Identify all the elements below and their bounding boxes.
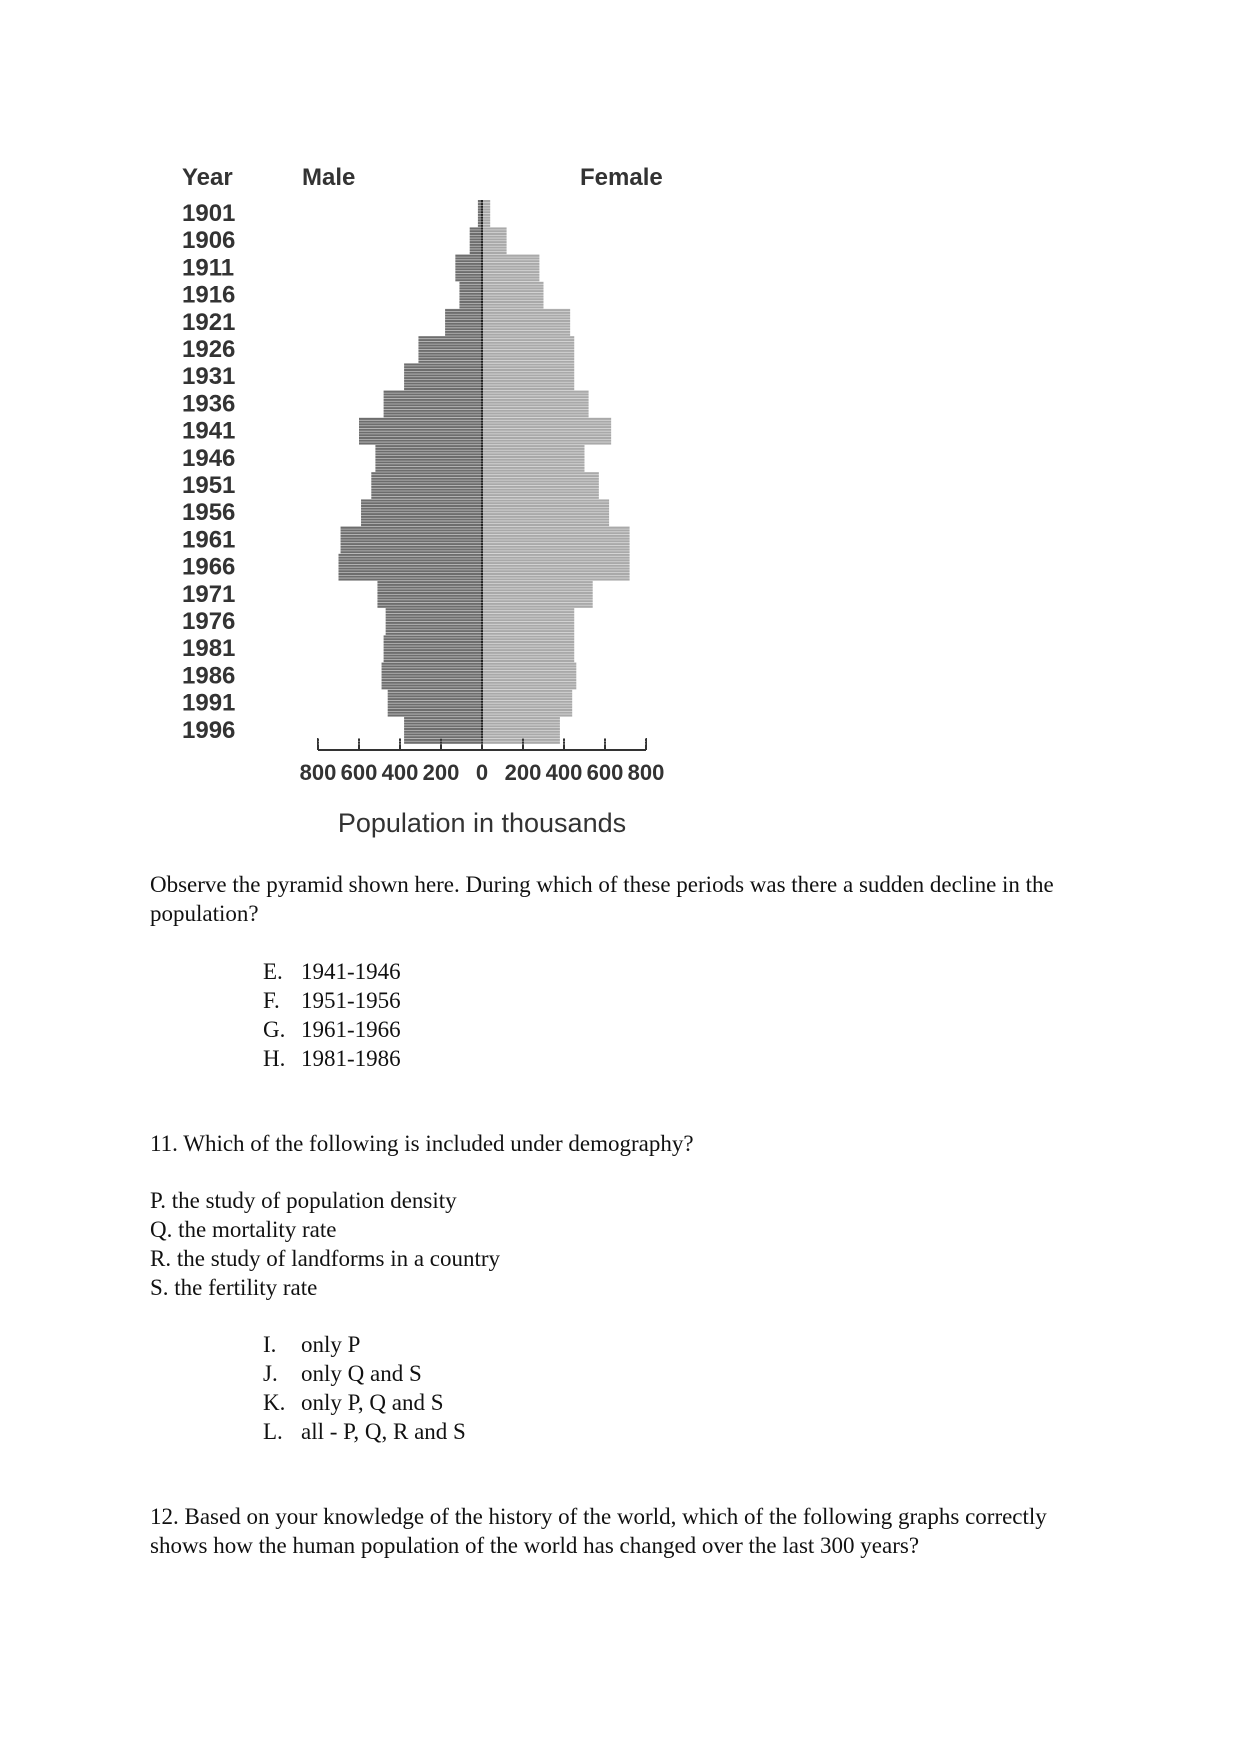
answer-option[interactable] <box>263 986 401 1015</box>
answer-option[interactable] <box>263 1044 401 1073</box>
option-text: 1941-1946 <box>301 959 401 984</box>
answer-option[interactable] <box>263 1330 466 1359</box>
year-column-header: Year <box>182 164 233 191</box>
statement-item: Q. the mortality rate <box>150 1217 337 1242</box>
year-label: 1926 <box>182 336 236 363</box>
option-text: 1981-1986 <box>301 1046 401 1071</box>
year-label: 1921 <box>182 308 236 336</box>
question-10-options <box>263 957 401 1073</box>
tick-label: 600 <box>586 760 624 785</box>
option-text: only P <box>301 1332 361 1357</box>
year-label: 1986 <box>182 662 236 690</box>
female-header: Female <box>580 164 663 191</box>
year-label: 1981 <box>182 635 236 663</box>
option-letter: H. <box>263 1046 286 1071</box>
year-label: 1976 <box>182 608 236 635</box>
year-label: 1956 <box>182 499 236 527</box>
year-label: 1916 <box>182 281 236 309</box>
option-letter: I. <box>263 1332 277 1357</box>
answer-option[interactable] <box>263 1359 466 1388</box>
year-label: 1931 <box>182 363 236 391</box>
tick-label: 400 <box>545 760 583 785</box>
tick-label: 0 <box>475 760 489 785</box>
year-label: 1906 <box>182 227 236 255</box>
tick-label: 200 <box>504 760 542 785</box>
year-label: 1966 <box>182 553 236 581</box>
option-letter: G. <box>263 1017 286 1042</box>
question-11-statements <box>150 1186 500 1302</box>
population-pyramid-chart <box>170 160 730 840</box>
year-label: 1901 <box>182 200 236 227</box>
tick-label: 400 <box>381 760 419 785</box>
question-11-text: 11. Which of the following is included under demography? <box>150 1131 694 1156</box>
tick-label: 800 <box>627 760 665 785</box>
year-label: 1961 <box>182 526 236 554</box>
year-label: 1951 <box>182 472 236 499</box>
year-label: 1971 <box>182 580 236 608</box>
option-text: 1961-1966 <box>301 1017 401 1042</box>
option-letter: L. <box>263 1419 283 1444</box>
year-label: 1946 <box>182 444 236 472</box>
answer-option[interactable] <box>263 957 401 986</box>
tick-label: 800 <box>299 760 337 785</box>
year-label: 1991 <box>182 689 236 717</box>
year-label: 1941 <box>182 417 236 445</box>
statement-item: R. the study of landforms in a country <box>150 1246 501 1271</box>
answer-option[interactable] <box>263 1417 466 1446</box>
option-letter: K. <box>263 1390 286 1415</box>
option-letter: J. <box>263 1361 278 1386</box>
option-letter: F. <box>263 988 280 1013</box>
option-text: 1951-1956 <box>301 988 401 1013</box>
option-text: only P, Q and S <box>301 1390 444 1415</box>
x-axis <box>300 200 665 785</box>
option-text: only Q and S <box>301 1361 422 1386</box>
question-11-options <box>263 1330 466 1446</box>
male-header: Male <box>302 164 356 191</box>
statement-item: S. the fertility rate <box>150 1275 318 1300</box>
answer-option[interactable] <box>263 1388 466 1417</box>
x-axis-title: Population in thousands <box>337 808 627 838</box>
year-label: 1911 <box>182 254 235 282</box>
statement-item: P. the study of population density <box>150 1188 457 1213</box>
year-label: 1936 <box>182 390 236 418</box>
year-labels <box>182 200 235 744</box>
year-label: 1996 <box>182 716 236 744</box>
question-12-text: 12. Based on your knowledge of the history of the world, which of the following graphs correctly shows how the human population of the world has changed over the last 300 years? <box>150 1504 1047 1558</box>
option-text: all - P, Q, R and S <box>301 1419 466 1444</box>
answer-option[interactable] <box>263 1015 401 1044</box>
question-10-text: Observe the pyramid shown here. During which of these periods was there a sudden decline in the population? <box>150 872 1054 926</box>
tick-label: 200 <box>422 760 460 785</box>
option-letter: E. <box>263 959 283 984</box>
tick-label: 600 <box>340 760 378 785</box>
